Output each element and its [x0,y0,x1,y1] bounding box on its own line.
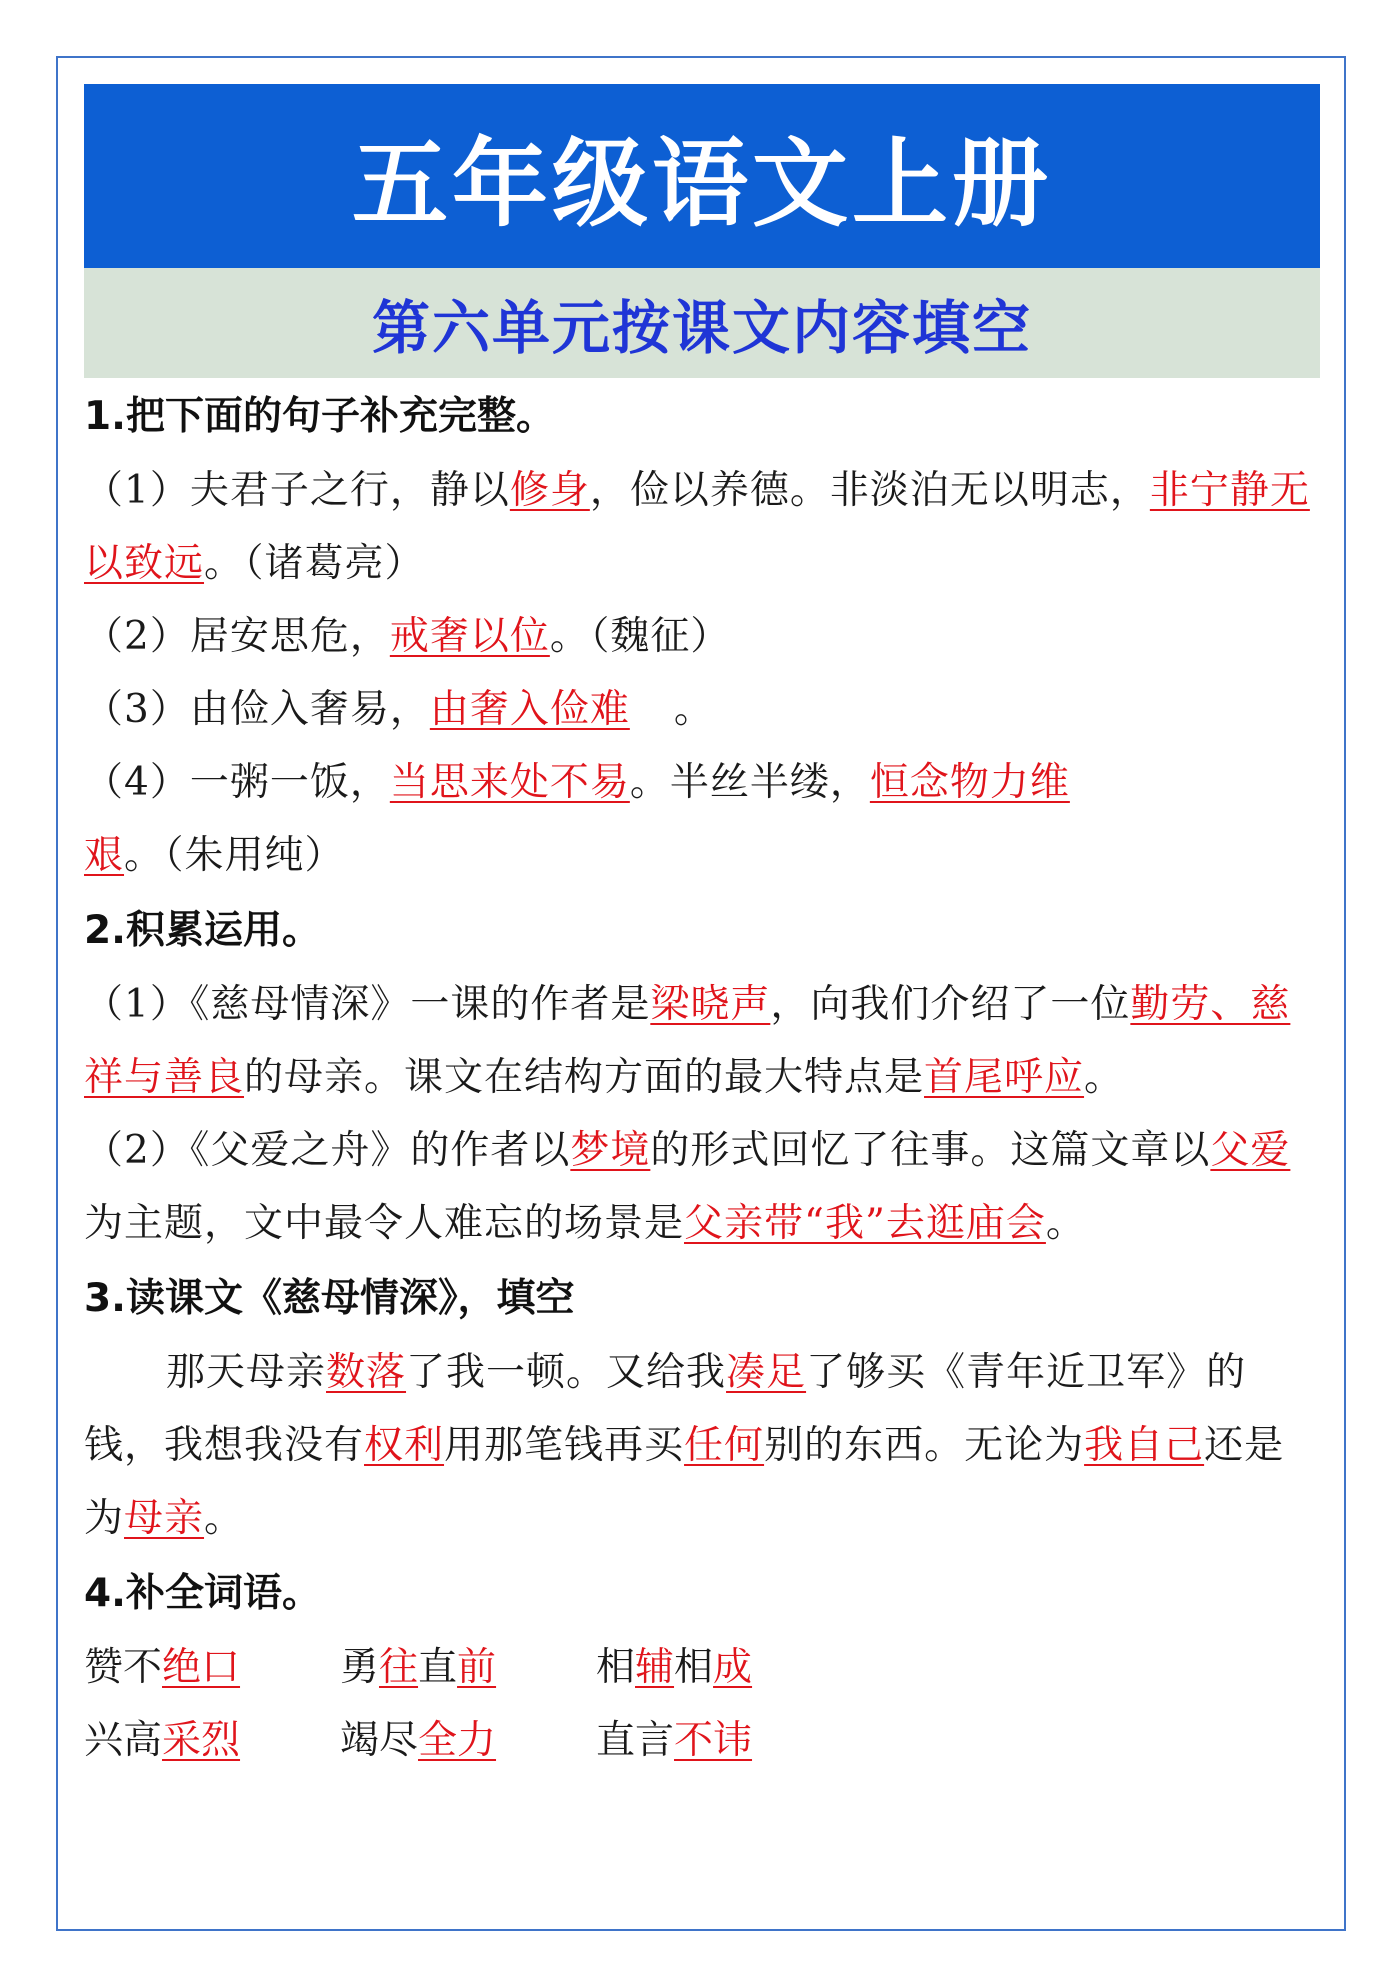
answer: 父亲带“我”去逛庙会 [684,1201,1046,1246]
text: 那天母亲 [166,1350,327,1395]
text: 直言 [596,1718,675,1763]
answer: 我自己 [1084,1423,1205,1468]
answer: 全力 [418,1718,497,1763]
text: 。（魏征） [549,614,731,659]
answer: 不讳 [674,1718,753,1763]
text: 竭尽 [340,1718,419,1763]
s1-question-2 [84,600,1320,673]
page-title: 五年级语文上册 [352,127,1052,240]
answer: 勤劳、慈祥与善良 [84,982,1291,1100]
answer: 梦境 [570,1128,651,1173]
s1-question-1 [84,454,1320,600]
text: 赞不 [84,1645,163,1690]
text: 了够买《青年近卫军》的钱，我想我没有 [84,1350,1247,1468]
section-2-heading: 2.积累运用。 [84,908,321,953]
s3-passage [84,1336,1320,1555]
text: （1）夫君子之行，静以 [84,468,510,513]
worksheet-content [84,84,1320,1777]
s1-question-4 [84,746,1320,892]
answer: 梁晓声 [650,982,771,1027]
answer: 采烈 [162,1718,241,1763]
text: 别的东西。无论为 [764,1423,1085,1468]
answer: 戒奢以位 [389,614,550,659]
text: （1）《慈母情深》一课的作者是 [84,982,651,1027]
answer: 凑足 [726,1350,807,1395]
section-4-heading: 4.补全词语。 [84,1571,321,1616]
subtitle-banner [84,268,1320,378]
text: （2）居安思危， [84,614,390,659]
text: 。 [673,687,714,732]
word-item [340,1631,596,1704]
section-3-heading: 3.读课文《慈母情深》，填空 [84,1276,575,1321]
answer: 辅 [635,1645,675,1690]
text: （3）由俭入奢易， [84,687,430,732]
title-banner [84,84,1320,268]
answer: 权利 [364,1423,445,1468]
text: 。 [1084,1055,1125,1100]
text: 。（朱用纯） [124,833,345,878]
text: 。 [1045,1201,1086,1246]
word-completion-grid [84,1631,1320,1777]
answer: 前 [457,1645,497,1690]
text: ，俭以养德。非淡泊无以明志， [589,468,1150,513]
text: （2）《父爱之舟》的作者以 [84,1128,571,1173]
answer: 修身 [509,468,590,513]
word-item [340,1704,596,1777]
s2-question-2 [84,1114,1320,1260]
answer: 恒念物力维艰 [84,760,1070,878]
text: 相 [596,1645,636,1690]
text: 。半丝半缕， [629,760,870,805]
text: 兴高 [84,1718,163,1763]
word-item [596,1704,852,1777]
answer: 数落 [326,1350,407,1395]
text: ，向我们介绍了一位 [770,982,1131,1027]
word-item [84,1631,340,1704]
text: 相 [674,1645,714,1690]
answer: 母亲 [124,1496,205,1541]
text: 。（诸葛亮） [204,541,425,586]
text: 的母亲。课文在结构方面的最大特点是 [244,1055,925,1100]
section-1-heading: 1.把下面的句子补充完整。 [84,394,555,439]
answer: 非宁静无以致远 [84,468,1310,586]
answer: 由奢入俭难 [429,687,630,732]
word-item [84,1704,340,1777]
text: 还是为 [84,1423,1285,1541]
text: 为主题，文中最令人难忘的场景是 [84,1201,685,1246]
text: 直 [418,1645,458,1690]
text: 用那笔钱再买 [444,1423,685,1468]
text: 了我一顿。又给我 [406,1350,727,1395]
answer: 首尾呼应 [924,1055,1085,1100]
answer: 成 [713,1645,753,1690]
page-subtitle: 第六单元按课文内容填空 [371,294,1032,362]
answer: 当思来处不易 [389,760,630,805]
text: （4）一粥一饭， [84,760,390,805]
answer: 父爱 [1210,1128,1291,1173]
text: 勇 [340,1645,380,1690]
answer: 往 [379,1645,419,1690]
text: 的形式回忆了往事。这篇文章以 [650,1128,1211,1173]
s2-question-1 [84,968,1320,1114]
text: 。 [204,1496,245,1541]
s1-question-3 [84,673,1320,746]
answer: 任何 [684,1423,765,1468]
answer: 绝口 [162,1645,241,1690]
word-item [596,1631,852,1704]
